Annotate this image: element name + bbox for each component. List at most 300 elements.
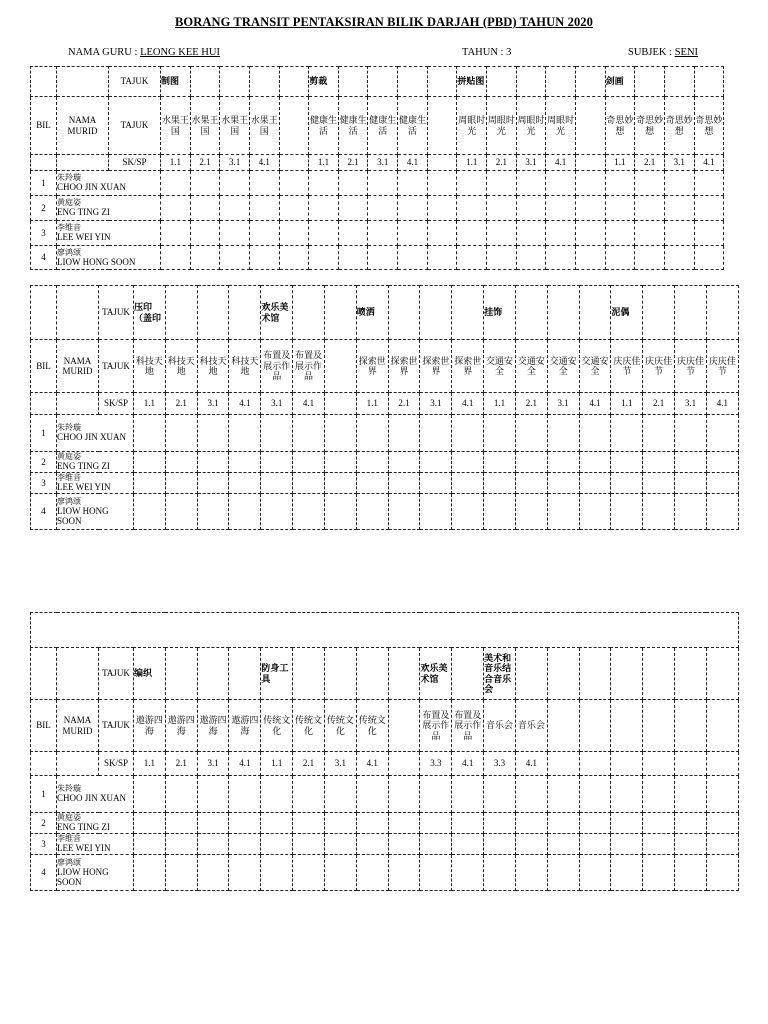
student-name: CHOO JIN XUAN [57,432,126,443]
sksp-cell [643,752,675,776]
score-cell [675,776,707,813]
tajuk-cell [388,286,420,340]
student-number: 1 [31,776,57,813]
tajuk-cell [579,286,611,340]
score-cell [261,415,293,452]
student-row [31,196,724,221]
topic-cell: 水果王国 [249,97,279,155]
sksp-cell [575,155,605,171]
sksp-cell: 3.1 [220,155,250,171]
student-number: 3 [31,221,57,246]
student-name-cell [57,415,134,452]
score-cell [452,776,484,813]
score-cell [635,246,665,270]
tajuk-cell [547,648,579,700]
score-cell [611,452,643,473]
sksp-cell: 1.1 [134,393,166,415]
sksp-cell: 1.1 [356,393,388,415]
tajuk-cell [338,67,368,97]
score-cell [324,813,356,834]
score-cell [388,452,420,473]
score-cell [197,834,229,855]
tajuk-cell [220,67,250,97]
sksp-cell: 4.1 [356,752,388,776]
score-cell [611,776,643,813]
score-cell [706,452,738,473]
score-cell [293,494,325,530]
score-cell [547,855,579,891]
score-cell [356,834,388,855]
student-row [31,246,724,270]
sksp-cell: 4.1 [706,393,738,415]
student-row [31,494,739,530]
tajuk-cell: 编织 [134,648,166,700]
score-cell [293,776,325,813]
score-cell [190,246,220,270]
score-cell [134,473,166,494]
score-cell [420,855,452,891]
score-cell [338,221,368,246]
score-cell [420,776,452,813]
score-cell [694,196,724,221]
score-cell [452,473,484,494]
score-cell [515,834,547,855]
teacher-name: LEONG KEE HUI [140,47,220,58]
score-cell [229,473,261,494]
student-row [31,473,739,494]
topic-cell: 遨游四海 [134,700,166,752]
score-cell [388,473,420,494]
score-cell [484,415,516,452]
sksp-cell: 1.1 [261,752,293,776]
tajuk-cell [452,286,484,340]
student-chinese-name: 廖鸿颂 [57,857,81,867]
teacher-field [68,47,220,58]
score-cell [420,415,452,452]
score-cell [643,834,675,855]
score-cell [165,776,197,813]
tajuk-cell: 剪裁 [309,67,339,97]
score-cell [484,452,516,473]
topic-cell: 传统文化 [324,700,356,752]
sksp-cell: 4.1 [579,393,611,415]
student-chinese-name: 朱羚璇 [57,784,81,794]
score-cell [643,494,675,530]
score-cell [452,855,484,891]
sksp-cell: 2.1 [515,393,547,415]
tajuk-cell [675,286,707,340]
topic-cell: 音乐会 [484,700,516,752]
tajuk-cell [675,648,707,700]
score-cell [293,834,325,855]
sksp-cell: 3.1 [516,155,546,171]
score-cell [579,855,611,891]
tajuk-cell [279,67,309,97]
score-cell [197,494,229,530]
tajuk-cell: 泥偶 [611,286,643,340]
student-row [31,834,739,855]
score-cell [579,813,611,834]
tajuk-cell [664,67,694,97]
topic-cell: 探索世界 [388,340,420,393]
score-cell [356,855,388,891]
score-cell [388,855,420,891]
score-cell [368,221,398,246]
empty-cell [31,752,57,776]
sksp-cell: 3.1 [420,393,452,415]
score-cell [452,415,484,452]
score-cell [675,452,707,473]
sksp-cell: 4.1 [694,155,724,171]
score-cell [515,494,547,530]
topic-cell: 科技天地 [134,340,166,393]
student-name-cell [57,813,134,834]
sksp-cell [611,752,643,776]
score-cell [249,196,279,221]
tajuk-cell [356,648,388,700]
score-cell [487,171,517,196]
score-cell [190,171,220,196]
topic-cell: 传统文化 [356,700,388,752]
empty-cell [57,286,99,340]
score-cell [261,855,293,891]
score-cell [279,171,309,196]
topic-cell: 健康生活 [398,97,428,155]
sksp-cell: 3.1 [261,393,293,415]
sksp-cell: 3.1 [197,393,229,415]
sksp-cell: 3.1 [324,752,356,776]
score-cell [398,171,428,196]
tajuk-cell [515,286,547,340]
tajuk-cell [546,67,576,97]
topic-cell: 交通安全 [579,340,611,393]
score-cell [279,221,309,246]
student-chinese-name: 黄庭姿 [57,452,81,462]
score-cell [484,834,516,855]
sksp-cell: 4.1 [229,393,261,415]
score-cell [161,221,191,246]
score-cell [611,855,643,891]
topic-cell: 奇思妙想 [694,97,724,155]
score-cell [368,246,398,270]
topic-cell [279,97,309,155]
subject-label: SUBJEK : [628,47,675,58]
score-cell [706,494,738,530]
topic-cell [388,700,420,752]
score-cell [546,171,576,196]
score-cell [643,855,675,891]
tajuk-row [31,286,739,340]
tajuk-cell: 防身工具 [261,648,293,700]
score-cell [452,834,484,855]
empty-cell [57,393,99,415]
student-name-cell [57,473,134,494]
score-cell [457,196,487,221]
tajuk-cell [368,67,398,97]
score-cell [165,494,197,530]
score-cell [611,415,643,452]
topic-cell: 布置及展示作品 [452,700,484,752]
student-number: 2 [31,813,57,834]
topic-cell [579,700,611,752]
student-name: LIOW HONG SOON [57,866,109,887]
score-cell [324,834,356,855]
sksp-cell: 3.1 [675,393,707,415]
student-row [31,171,724,196]
sksp-cell: 1.1 [309,155,339,171]
score-cell [368,171,398,196]
score-cell [547,473,579,494]
score-cell [484,473,516,494]
tajuk-label: TAJUK [99,340,134,393]
score-cell [675,415,707,452]
tajuk-cell [487,67,517,97]
score-cell [309,221,339,246]
score-cell [635,221,665,246]
tajuk-cell [706,286,738,340]
score-cell [388,834,420,855]
tajuk-row [31,648,739,700]
topic-cell [643,700,675,752]
score-cell [324,855,356,891]
tajuk-cell: 欢乐美术馆 [261,286,293,340]
student-name-cell [57,246,161,270]
score-cell [229,452,261,473]
student-name: CHOO JIN XUAN [57,793,126,804]
topic-cell: 科技天地 [165,340,197,393]
sksp-cell [675,752,707,776]
score-cell [398,196,428,221]
score-cell [515,813,547,834]
score-cell [324,494,356,530]
student-name-cell [57,494,134,530]
student-name: ENG TING ZI [57,822,110,833]
score-cell [261,473,293,494]
score-cell [197,473,229,494]
student-chinese-name: 李维音 [57,223,81,233]
score-cell [220,221,250,246]
sksp-cell: 2.1 [487,155,517,171]
form-title: BORANG TRANSIT PENTAKSIRAN BILIK DARJAH (PBD) TAHUN 2020 [174,15,594,29]
tajuk-cell [635,67,665,97]
score-cell [546,196,576,221]
topic-cell: 布置及展示作品 [293,340,325,393]
assessment-table-1 [30,66,724,270]
sksp-cell: 3.3 [420,752,452,776]
score-cell [261,776,293,813]
sksp-cell: 4.1 [229,752,261,776]
topic-row [31,97,724,155]
score-cell [279,196,309,221]
topic-cell: 探索世界 [452,340,484,393]
score-cell [611,494,643,530]
score-cell [293,813,325,834]
student-chinese-name: 黄庭姿 [57,198,81,208]
score-cell [575,221,605,246]
student-name: LIOW HONG SOON [57,256,136,267]
score-cell [388,813,420,834]
tajuk-label: TAJUK [99,700,134,752]
score-cell [161,246,191,270]
assessment-table-3 [30,612,739,891]
sksp-label: SK/SP [109,155,161,171]
score-cell [664,246,694,270]
score-cell [516,221,546,246]
sksp-cell: 4.1 [515,752,547,776]
score-cell [605,196,635,221]
score-cell [547,776,579,813]
tajuk-cell [229,648,261,700]
score-cell [487,246,517,270]
score-cell [420,452,452,473]
score-cell [515,855,547,891]
subject-field [628,47,698,58]
topic-cell: 科技天地 [197,340,229,393]
tajuk-cell: 剑画 [605,67,635,97]
score-cell [293,415,325,452]
score-cell [546,246,576,270]
score-cell [420,813,452,834]
score-cell [706,415,738,452]
score-cell [309,196,339,221]
tajuk-cell [398,67,428,97]
tajuk-cell [611,648,643,700]
score-cell [197,776,229,813]
student-row [31,855,739,891]
sksp-cell: 2.1 [165,393,197,415]
student-row [31,776,739,813]
sksp-cell [388,752,420,776]
score-cell [694,221,724,246]
sksp-cell: 2.1 [190,155,220,171]
sksp-cell [427,155,457,171]
bil-header: BIL [31,340,57,393]
score-cell [229,415,261,452]
student-name-cell [57,221,161,246]
score-cell [338,171,368,196]
score-cell [611,473,643,494]
score-cell [579,494,611,530]
score-cell [161,171,191,196]
score-cell [605,246,635,270]
score-cell [706,813,738,834]
topic-cell: 交通安全 [484,340,516,393]
score-cell [398,221,428,246]
topic-cell: 遨游四海 [229,700,261,752]
year-field [462,47,511,58]
score-cell [546,221,576,246]
student-chinese-name: 李维音 [57,473,81,483]
sksp-cell [324,393,356,415]
tajuk-cell [388,648,420,700]
score-cell [427,196,457,221]
tajuk-cell: 美术和音乐结合音乐会 [484,648,516,700]
topic-cell: 健康生活 [309,97,339,155]
tajuk-cell [249,67,279,97]
sksp-cell: 3.1 [664,155,694,171]
topic-cell [675,700,707,752]
tajuk-cell: 欢乐美术馆 [420,648,452,700]
score-cell [579,834,611,855]
topic-cell [706,700,738,752]
score-cell [356,415,388,452]
score-cell [427,171,457,196]
score-cell [579,415,611,452]
sksp-cell [579,752,611,776]
tajuk-cell [579,648,611,700]
student-name-cell [57,196,161,221]
student-number: 1 [31,171,57,196]
assessment-table-2 [30,285,739,530]
empty-cell [31,393,57,415]
score-cell [134,494,166,530]
student-chinese-name: 朱羚璇 [57,423,81,433]
empty-header-band [31,613,739,648]
empty-cell [31,286,57,340]
student-name: ENG TING ZI [57,461,110,472]
score-cell [338,196,368,221]
topic-cell: 健康生活 [368,97,398,155]
topic-cell: 庆庆佳节 [643,340,675,393]
score-cell [487,196,517,221]
score-cell [575,196,605,221]
score-cell [161,196,191,221]
score-cell [324,452,356,473]
student-chinese-name: 朱羚璇 [57,173,81,183]
sksp-cell: 4.1 [452,393,484,415]
score-cell [165,473,197,494]
sksp-label: SK/SP [99,752,134,776]
score-cell [420,473,452,494]
student-row [31,415,739,452]
score-cell [664,221,694,246]
topic-cell: 科技天地 [229,340,261,393]
tajuk-cell [575,67,605,97]
score-cell [134,855,166,891]
sksp-row [31,752,739,776]
score-cell [388,494,420,530]
sksp-cell: 3.1 [197,752,229,776]
score-cell [368,196,398,221]
score-cell [134,415,166,452]
tajuk-label: TAJUK [109,67,161,97]
sksp-cell: 2.1 [293,752,325,776]
sksp-cell: 1.1 [134,752,166,776]
score-cell [249,246,279,270]
topic-cell: 奇思妙想 [664,97,694,155]
sksp-cell [706,752,738,776]
student-name-cell [57,776,134,813]
tajuk-cell [427,67,457,97]
sksp-cell: 4.1 [293,393,325,415]
score-cell [605,221,635,246]
score-cell [643,415,675,452]
score-cell [356,776,388,813]
topic-cell: 探索世界 [356,340,388,393]
topic-cell [575,97,605,155]
student-name: ENG TING ZI [57,207,110,218]
score-cell [675,855,707,891]
sksp-cell: 1.1 [484,393,516,415]
empty-cell [57,752,99,776]
sksp-cell: 2.1 [338,155,368,171]
student-row [31,221,724,246]
score-cell [165,415,197,452]
topic-cell: 庆庆佳节 [611,340,643,393]
topic-cell: 庆庆佳节 [675,340,707,393]
score-cell [190,221,220,246]
score-cell [165,813,197,834]
